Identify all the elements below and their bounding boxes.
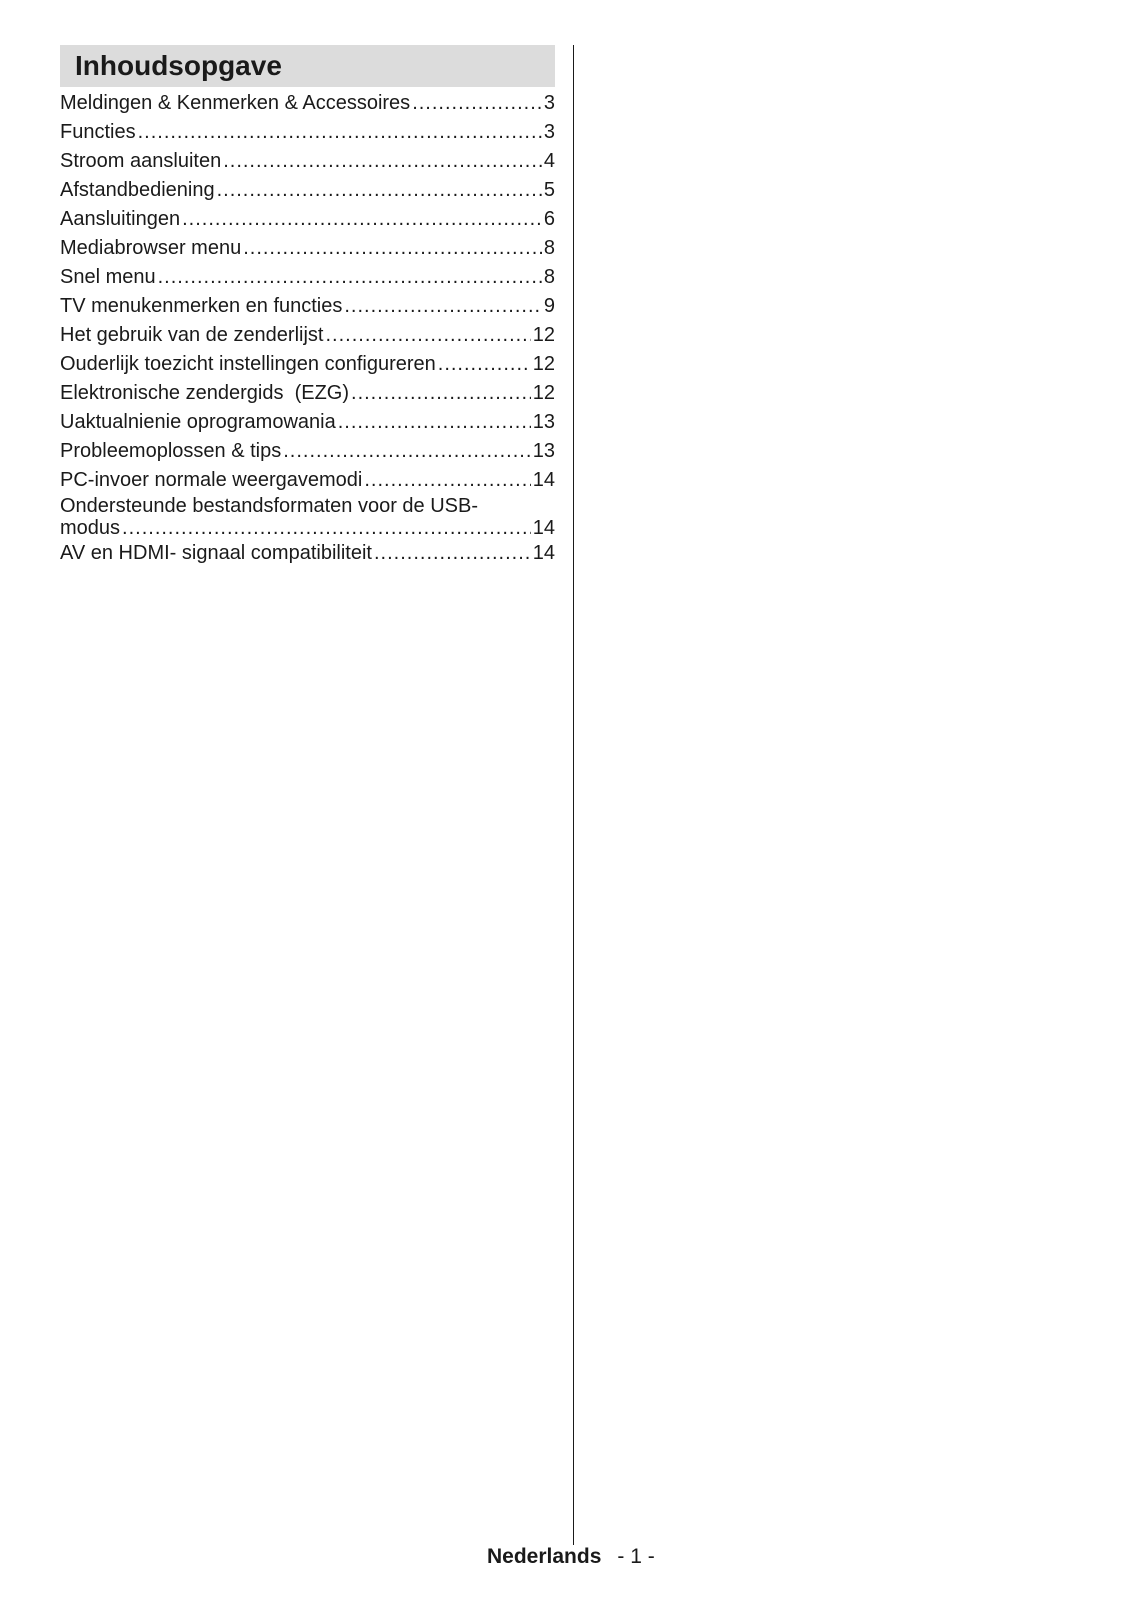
dot-leader xyxy=(338,408,531,437)
toc-entry[interactable] xyxy=(60,437,555,466)
toc-entry-page: 14 xyxy=(532,517,555,539)
toc-entry[interactable] xyxy=(60,176,555,205)
toc-entry-page: 3 xyxy=(543,92,555,114)
toc-entry-page: 12 xyxy=(532,324,555,346)
toc-entry-title: Uaktualnienie oprogramowania xyxy=(60,411,336,433)
toc-entry[interactable] xyxy=(60,350,555,379)
footer-page-number: - 1 - xyxy=(617,1545,655,1568)
toc-entry[interactable] xyxy=(60,147,555,176)
dot-leader xyxy=(223,147,542,176)
toc-entry-title: Afstandbediening xyxy=(60,179,215,201)
toc-entry-page: 13 xyxy=(532,411,555,433)
toc-entry-page: 8 xyxy=(543,237,555,259)
toc-entry[interactable] xyxy=(60,263,555,292)
toc-list xyxy=(60,89,555,568)
toc-entry-page: 4 xyxy=(543,150,555,172)
toc-entry-page: 12 xyxy=(532,382,555,404)
toc-entry-title: Snel menu xyxy=(60,266,156,288)
dot-leader xyxy=(374,539,531,568)
toc-entry-page: 13 xyxy=(532,440,555,462)
toc-entry-title: Stroom aansluiten xyxy=(60,150,222,172)
toc-entry[interactable] xyxy=(60,89,555,118)
toc-entry-title: Het gebruik van de zenderlijst xyxy=(60,324,324,346)
toc-entry-page: 3 xyxy=(543,121,555,143)
toc-entry-title: Meldingen & Kenmerken & Accessoires xyxy=(60,92,411,114)
toc-entry-title: Mediabrowser menu xyxy=(60,237,242,259)
toc-entry[interactable] xyxy=(60,539,555,568)
toc-entry-title: AV en HDMI- signaal compatibiliteit xyxy=(60,542,372,564)
toc-entry-page: 12 xyxy=(532,353,555,375)
dot-leader xyxy=(158,263,542,292)
toc-entry[interactable] xyxy=(60,321,555,350)
dot-leader xyxy=(364,466,530,495)
toc-entry-page: 14 xyxy=(532,469,555,491)
dot-leader xyxy=(412,89,542,118)
column-divider xyxy=(573,45,574,1545)
toc-entry[interactable] xyxy=(60,379,555,408)
toc-heading: Inhoudsopgave xyxy=(60,45,555,87)
toc-entry-title: Probleemoplossen & tips xyxy=(60,440,282,462)
toc-entry[interactable] xyxy=(60,408,555,437)
toc-entry-page: 8 xyxy=(543,266,555,288)
toc-entry[interactable] xyxy=(60,495,555,539)
toc-entry-page: 9 xyxy=(543,295,555,317)
dot-leader xyxy=(325,321,530,350)
toc-entry-title-line1: Ondersteunde bestandsformaten voor de USB- xyxy=(60,495,479,517)
dot-leader xyxy=(438,350,531,379)
toc-entry-page: 6 xyxy=(543,208,555,230)
toc-entry-title-line2: modus xyxy=(60,517,121,539)
toc-entry[interactable] xyxy=(60,205,555,234)
toc-entry-title: Functies xyxy=(60,121,136,143)
dot-leader xyxy=(351,379,531,408)
dot-leader xyxy=(122,517,531,539)
toc-entry-title: TV menukenmerken en functies xyxy=(60,295,343,317)
toc-entry-line2 xyxy=(60,517,555,539)
toc-entry-title: Elektronische zendergids (EZG) xyxy=(60,382,350,404)
toc-entry-page: 14 xyxy=(532,542,555,564)
footer-language: Nederlands xyxy=(487,1545,602,1568)
toc-entry-page: 5 xyxy=(543,179,555,201)
dot-leader xyxy=(283,437,531,466)
toc-entry[interactable] xyxy=(60,292,555,321)
toc-entry-title: Aansluitingen xyxy=(60,208,181,230)
dot-leader xyxy=(138,118,542,147)
dot-leader xyxy=(243,234,542,263)
toc-entry[interactable] xyxy=(60,234,555,263)
table-of-contents xyxy=(60,45,555,568)
toc-entry[interactable] xyxy=(60,466,555,495)
dot-leader xyxy=(217,176,542,205)
toc-entry-title: Ouderlijk toezicht instellingen configureren xyxy=(60,353,436,375)
page-footer xyxy=(487,1545,655,1569)
dot-leader xyxy=(344,292,542,321)
toc-entry-title: PC-invoer normale weergavemodi xyxy=(60,469,363,491)
toc-entry[interactable] xyxy=(60,118,555,147)
dot-leader xyxy=(182,205,542,234)
